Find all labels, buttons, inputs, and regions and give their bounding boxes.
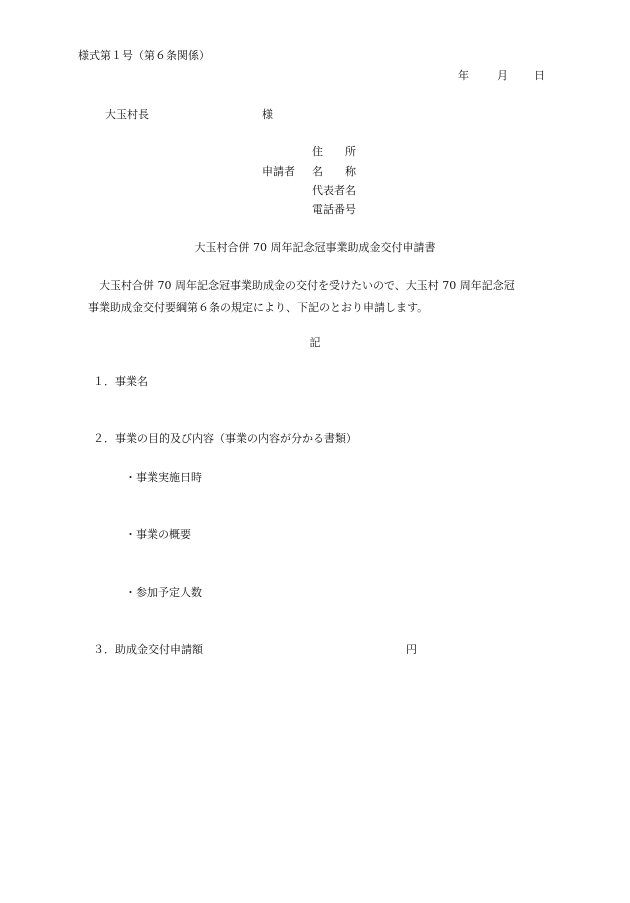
body-paragraph: [88, 275, 563, 319]
applicant-representative-label: 代表者名: [312, 184, 356, 197]
date-month: 月: [497, 69, 508, 82]
date-day: 日: [534, 69, 545, 82]
applicant-name-label: 名 称: [312, 165, 356, 178]
addressee-honorific: 様: [262, 108, 273, 121]
document-title: 大玉村合併 70 周年記念冠事業助成金交付申請書: [194, 241, 436, 254]
applicant-phone-label: 電話番号: [312, 203, 356, 216]
applicant-address-label: 住 所: [312, 145, 356, 158]
yen-unit: 円: [406, 643, 417, 656]
sub-item-overview: ・事業の概要: [125, 528, 191, 541]
item-1-business-name: １．事業名: [93, 375, 148, 388]
item-2-purpose: ２．事業の目的及び内容（事業の内容が分かる書類）: [93, 432, 357, 445]
sub-item-date: ・事業実施日時: [125, 471, 202, 484]
addressee-name: 大玉村長: [105, 108, 149, 121]
ki-heading: 記: [309, 336, 321, 349]
applicant-label: 申請者: [262, 165, 295, 178]
date-year: 年: [458, 69, 469, 82]
body-line-1: 大玉村合併 70 周年記念冠事業助成金の交付を受けたいので、大玉村 70 周年記念冠: [99, 279, 515, 292]
form-number: 様式第１号（第６条関係）: [78, 49, 210, 62]
sub-item-participants: ・参加予定人数: [125, 586, 202, 599]
body-line-2: 事業助成金交付要綱第６条の規定により、下記のとおり申請します。: [88, 301, 429, 314]
item-3-amount: ３．助成金交付申請額: [93, 643, 203, 656]
